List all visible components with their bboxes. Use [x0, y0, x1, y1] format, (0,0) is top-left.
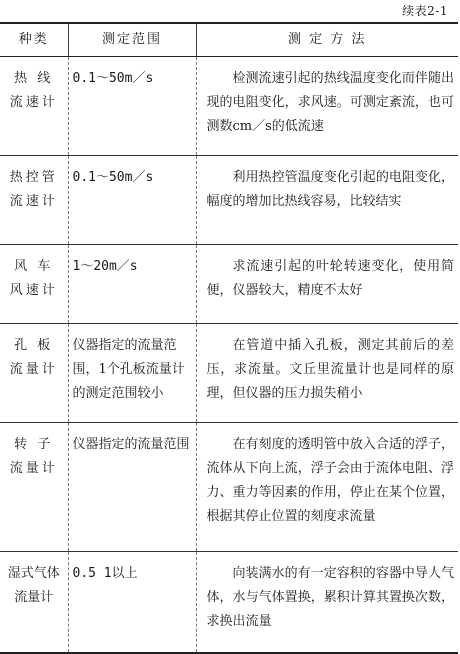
- method-cell: 向装满水的有一定容积的容器中导人气体，水与气体置换，累积计算其置换次数，求换出流量: [206, 566, 454, 629]
- type-cell: [0, 324, 68, 423]
- type-line: 风 车: [14, 259, 54, 274]
- method-cell: 检测流速引起的热线温度变化而伴随出现的电阻变化，求风速。可测定紊流，也可测数cm／s的低流速: [196, 57, 458, 156]
- type-cell: [0, 156, 68, 245]
- table-row: [0, 245, 458, 324]
- table-header-row: [0, 23, 458, 57]
- method-cell: 求流速引起的叶轮转速变化，使用简便，仪器较大，精度不太好: [196, 245, 458, 324]
- type-line: 流速计: [9, 194, 58, 209]
- table-row: [0, 156, 458, 245]
- type-line: 转 子: [14, 437, 54, 452]
- range-cell: 0.1～50m／s: [68, 57, 196, 156]
- table-caption: 续表2-1: [402, 4, 448, 18]
- header-range: 测定范围: [68, 23, 196, 57]
- range-cell: 0.1～50m／s: [68, 156, 196, 245]
- type-line: 孔 板: [14, 338, 54, 353]
- type-cell: [0, 57, 68, 156]
- type-line: 流量计: [9, 461, 58, 476]
- measurement-methods-table: [0, 22, 458, 654]
- header-method: 测 定 方 法: [196, 23, 458, 57]
- type-line: 热 线: [14, 71, 54, 86]
- range-cell: 仪器指定的流量范围，1个孔板流量计的测定范围较小: [68, 324, 196, 423]
- table-row: [0, 423, 458, 552]
- range-cell: 0.5 1以上: [68, 552, 196, 654]
- type-line: 流量计: [9, 362, 58, 377]
- type-line: 风速计: [9, 283, 58, 298]
- type-cell: [0, 245, 68, 324]
- type-line: 湿式气体: [7, 566, 60, 581]
- table-row: [0, 552, 458, 654]
- method-cell: 在管道中插入孔板，测定其前后的差压，求流量。文丘里流量计也是同样的原理，但仪器的压力损失稍小: [196, 324, 458, 423]
- method-cell: 在有刻度的透明管中放入合适的浮子，流体从下向上流，浮子会由于流体电阻、浮力、重力等因素的作用，停止在某个位置，根据其停止位置的刻度求流量: [196, 423, 458, 552]
- type-line: 热控管: [9, 170, 58, 185]
- type-line: 流速计: [9, 95, 58, 110]
- type-cell: [0, 552, 68, 654]
- method-cell: 利用热控管温度变化引起的电阻变化，幅度的增加比热线容易，比较结实: [196, 156, 458, 245]
- table-row: [0, 324, 458, 423]
- type-line: 流量计: [14, 590, 54, 605]
- range-cell: 1～20m／s: [68, 245, 196, 324]
- type-cell: [0, 423, 68, 552]
- header-type: 种类: [0, 23, 68, 57]
- range-cell: 仪器指定的流量范围: [68, 423, 196, 552]
- table-row: [0, 57, 458, 156]
